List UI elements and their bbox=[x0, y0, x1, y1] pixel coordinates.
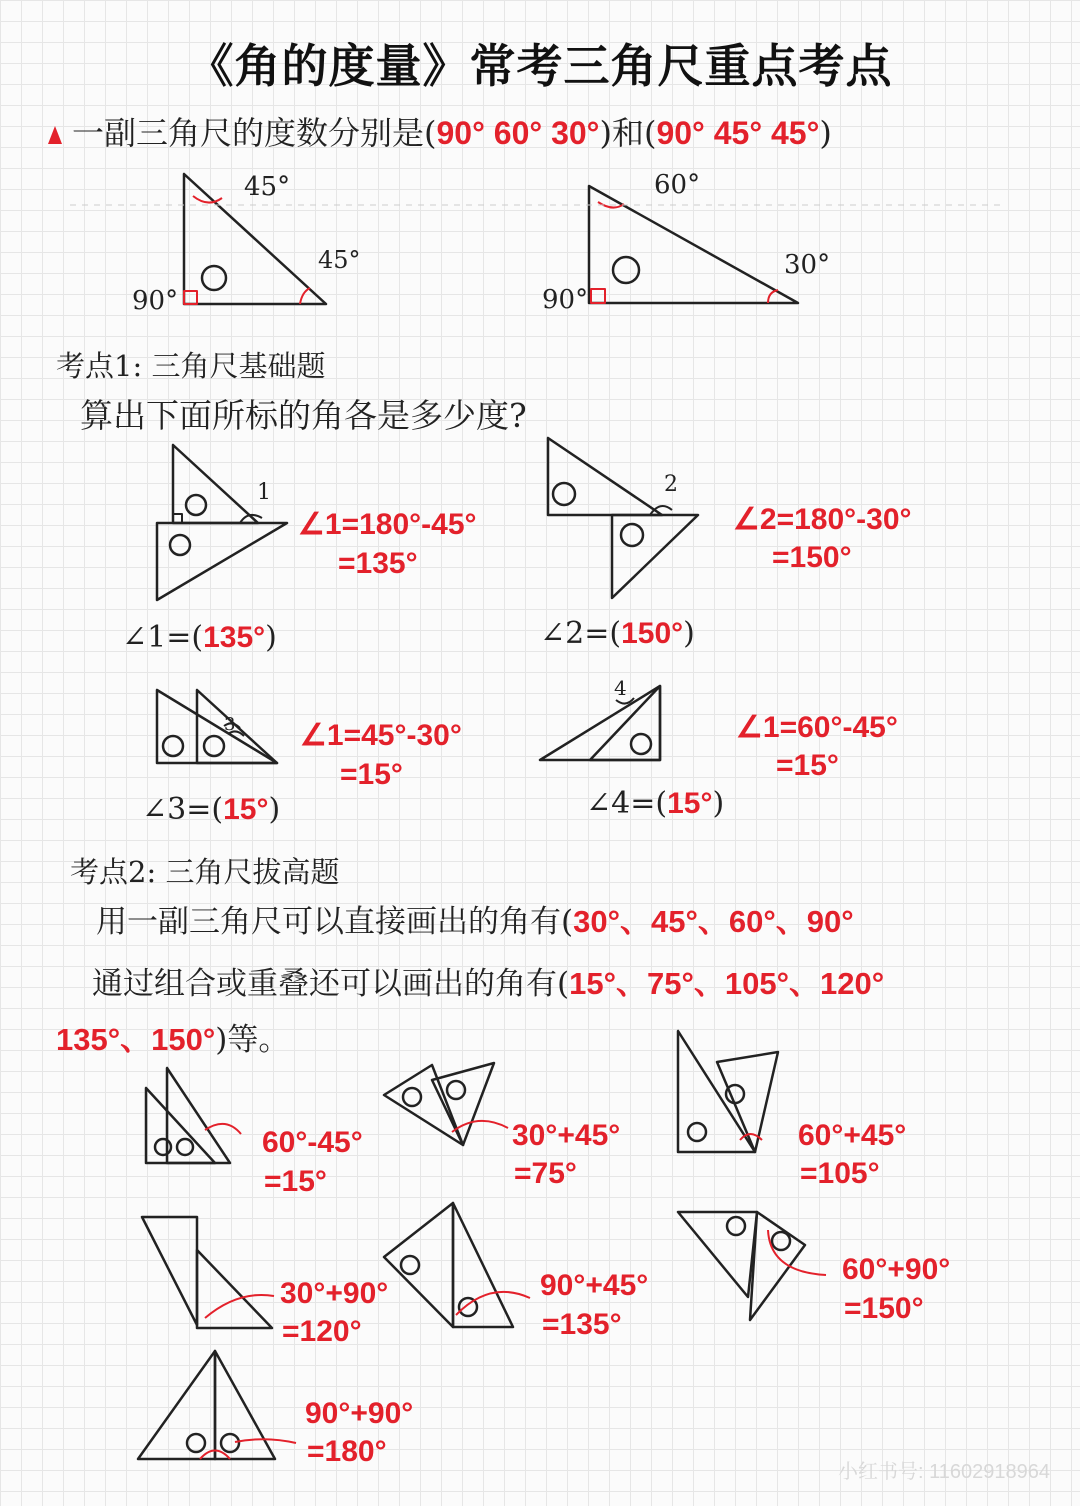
answer-3-suffix: ) bbox=[268, 792, 281, 827]
calc-3-line1: ∠1=45°-30° bbox=[300, 719, 462, 752]
answer-4-prefix: ∠4=( bbox=[586, 786, 668, 821]
combo-15-expr: 60°-45° bbox=[262, 1126, 363, 1159]
calc-2-line1: ∠2=180°-30° bbox=[733, 503, 912, 536]
angle-mark-2: 2 bbox=[664, 472, 678, 497]
angle-mark-4: 4 bbox=[614, 676, 627, 700]
answer-2-value: 150° bbox=[621, 617, 684, 650]
t2-corner-angle-label: 90° bbox=[542, 285, 589, 315]
combo-105-result: =105° bbox=[800, 1157, 880, 1190]
section2-line2-values: 15°、75°、105°、120° bbox=[569, 966, 885, 1001]
answer-4 bbox=[586, 786, 724, 821]
t2-right-angle-label: 30° bbox=[784, 250, 831, 280]
combo-150-expr: 60°+90° bbox=[842, 1253, 951, 1286]
answer-1-suffix: ) bbox=[265, 620, 277, 655]
answer-3 bbox=[142, 792, 280, 827]
intro-set1: 90° 60° 30° bbox=[436, 115, 600, 151]
angle-mark-3: 3 bbox=[224, 714, 236, 735]
combo-75-expr: 30°+45° bbox=[512, 1119, 621, 1152]
combo-figure-105 bbox=[678, 1031, 778, 1152]
combo-15-result: =15° bbox=[264, 1165, 327, 1198]
calc-1-line2: =135° bbox=[338, 547, 418, 580]
answer-2 bbox=[540, 616, 695, 651]
intro-mid: )和( bbox=[599, 114, 657, 152]
figure-angle-3 bbox=[157, 690, 277, 763]
figure-angle-1 bbox=[157, 445, 287, 600]
section2-line2-prefix: 通过组合或重叠还可以画出的角有( bbox=[92, 966, 570, 1002]
page-title: 《角的度量》常考三角尺重点考点 bbox=[187, 39, 893, 93]
intro-suffix: ) bbox=[819, 114, 832, 152]
t2-top-angle-label: 60° bbox=[654, 170, 701, 200]
combo-120-expr: 30°+90° bbox=[280, 1277, 389, 1310]
answer-2-suffix: ) bbox=[683, 616, 695, 651]
figure-angle-2 bbox=[548, 438, 698, 598]
calc-3-line2: =15° bbox=[340, 758, 403, 791]
answer-3-prefix: ∠3=( bbox=[142, 792, 224, 827]
section2-line3-suffix: )等。 bbox=[215, 1022, 290, 1058]
calc-4-line2: =15° bbox=[776, 749, 839, 782]
angle-mark-1: 1 bbox=[257, 480, 271, 505]
combo-180-expr: 90°+90° bbox=[305, 1397, 414, 1430]
intro-prefix: 一副三角尺的度数分别是( bbox=[72, 114, 437, 152]
answer-1 bbox=[122, 620, 277, 655]
combo-75-result: =75° bbox=[514, 1157, 577, 1190]
answer-1-value: 135° bbox=[203, 621, 266, 654]
combo-180-result: =180° bbox=[307, 1435, 387, 1468]
section2-line1 bbox=[96, 896, 854, 941]
figure-angle-4 bbox=[540, 686, 660, 760]
calc-4-line1: ∠1=60°-45° bbox=[736, 711, 898, 744]
combo-120-result: =120° bbox=[282, 1315, 362, 1348]
combo-figure-180 bbox=[138, 1351, 296, 1459]
intro-set2: 90° 45° 45° bbox=[656, 115, 820, 151]
combo-figure-75 bbox=[384, 1063, 508, 1145]
t1-corner-angle-label: 90° bbox=[132, 286, 179, 316]
section2-heading: 考点2: 三角尺拔高题 bbox=[70, 855, 340, 889]
section2-line1-prefix: 用一副三角尺可以直接画出的角有( bbox=[96, 904, 574, 940]
section2-line3 bbox=[56, 1014, 289, 1059]
answer-2-prefix: ∠2=( bbox=[540, 616, 622, 651]
calc-2-line2: =150° bbox=[772, 541, 852, 574]
combo-figure-120 bbox=[142, 1217, 274, 1328]
combo-150-result: =150° bbox=[844, 1292, 924, 1325]
answer-1-prefix: ∠1=( bbox=[122, 620, 204, 655]
section1-question: 算出下面所标的角各是多少度? bbox=[80, 396, 527, 435]
combo-135-expr: 90°+45° bbox=[540, 1269, 649, 1302]
section2-line2 bbox=[92, 958, 884, 1003]
section1-heading: 考点1: 三角尺基础题 bbox=[56, 349, 326, 383]
combo-figure-150 bbox=[678, 1212, 826, 1320]
combo-135-result: =135° bbox=[542, 1308, 622, 1341]
combo-figure-15 bbox=[146, 1068, 241, 1163]
calc-1-line1: ∠1=180°-45° bbox=[298, 508, 477, 541]
answer-4-suffix: ) bbox=[712, 786, 725, 821]
answer-3-value: 15° bbox=[223, 793, 269, 826]
combo-figure-135 bbox=[384, 1203, 530, 1327]
t1-right-angle-label: 45° bbox=[318, 246, 361, 274]
triangle-30-60-90 bbox=[589, 186, 798, 303]
section2-line3-values: 135°、150° bbox=[56, 1022, 216, 1057]
t1-top-angle-label: 45° bbox=[244, 172, 291, 202]
section2-line1-values: 30°、45°、60°、90° bbox=[573, 904, 854, 939]
watermark: 小红书号: 11602918964 bbox=[838, 1461, 1050, 1483]
answer-4-value: 15° bbox=[667, 787, 713, 820]
combo-105-expr: 60°+45° bbox=[798, 1119, 907, 1152]
